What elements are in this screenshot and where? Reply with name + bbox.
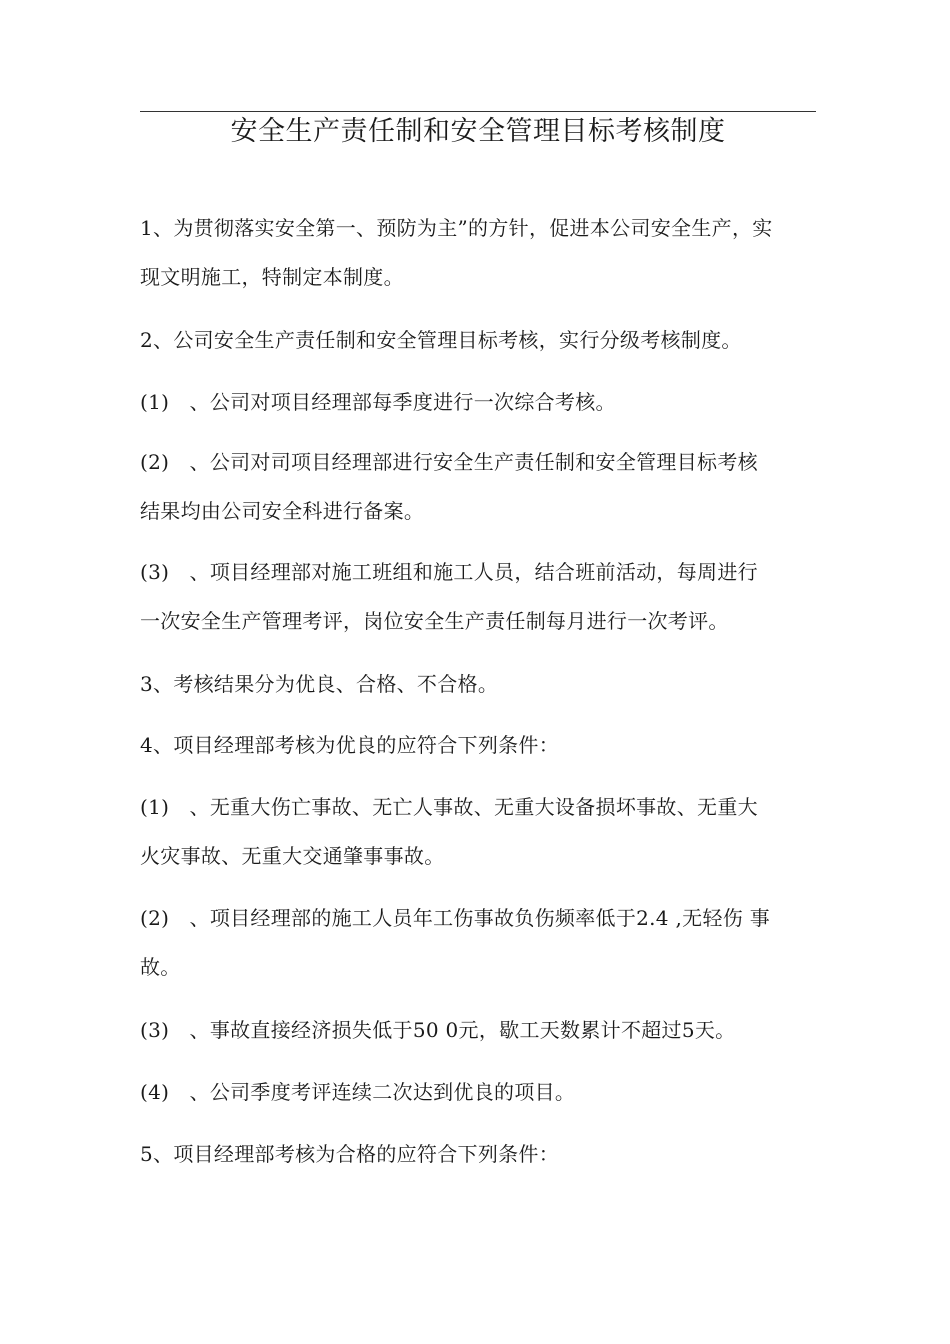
text-line: 2、公司安全生产责任制和安全管理目标考核，实行分级考核制度。 <box>140 328 742 352</box>
text-line: (2) 、公司对司项目经理部进行安全生产责任制和安全管理目标考核 <box>140 450 758 474</box>
text-line: 1、为贯彻落实安全第一、预防为主”的方针，促进本公司安全生产，实 <box>140 216 773 240</box>
text-line: (3) 、事故直接经济损失低于50 0元，歇工天数累计不超过5天。 <box>140 1018 736 1042</box>
text-line: (2) 、项目经理部的施工人员年工伤事故负伤频率低于2.4 ,无轻伤 事 <box>140 906 771 930</box>
text-line: 故。 <box>140 955 181 979</box>
text-line: (3) 、项目经理部对施工班组和施工人员，结合班前活动，每周进行 <box>140 560 758 584</box>
text-line: 火灾事故、无重大交通肇事事故。 <box>140 844 445 868</box>
document-title: 安全生产责任制和安全管理目标考核制度 <box>230 116 726 147</box>
text-line: (1) 、无重大伤亡事故、无亡人事故、无重大设备损坏事故、无重大 <box>140 795 758 819</box>
text-line: 3、考核结果分为优良、合格、不合格。 <box>140 672 499 696</box>
text-line: 结果均由公司安全科进行备案。 <box>140 499 425 523</box>
text-line: 一次安全生产管理考评，岗位安全生产责任制每月进行一次考评。 <box>140 609 729 633</box>
text-line: (1) 、公司对项目经理部每季度进行一次综合考核。 <box>140 390 616 414</box>
text-line: 5、项目经理部考核为合格的应符合下列条件： <box>140 1142 560 1166</box>
text-line: (4) 、公司季度考评连续二次达到优良的项目。 <box>140 1080 576 1104</box>
text-line: 现文明施工，特制定本制度。 <box>140 265 404 289</box>
text-line: 4、项目经理部考核为优良的应符合下列条件： <box>140 733 560 757</box>
